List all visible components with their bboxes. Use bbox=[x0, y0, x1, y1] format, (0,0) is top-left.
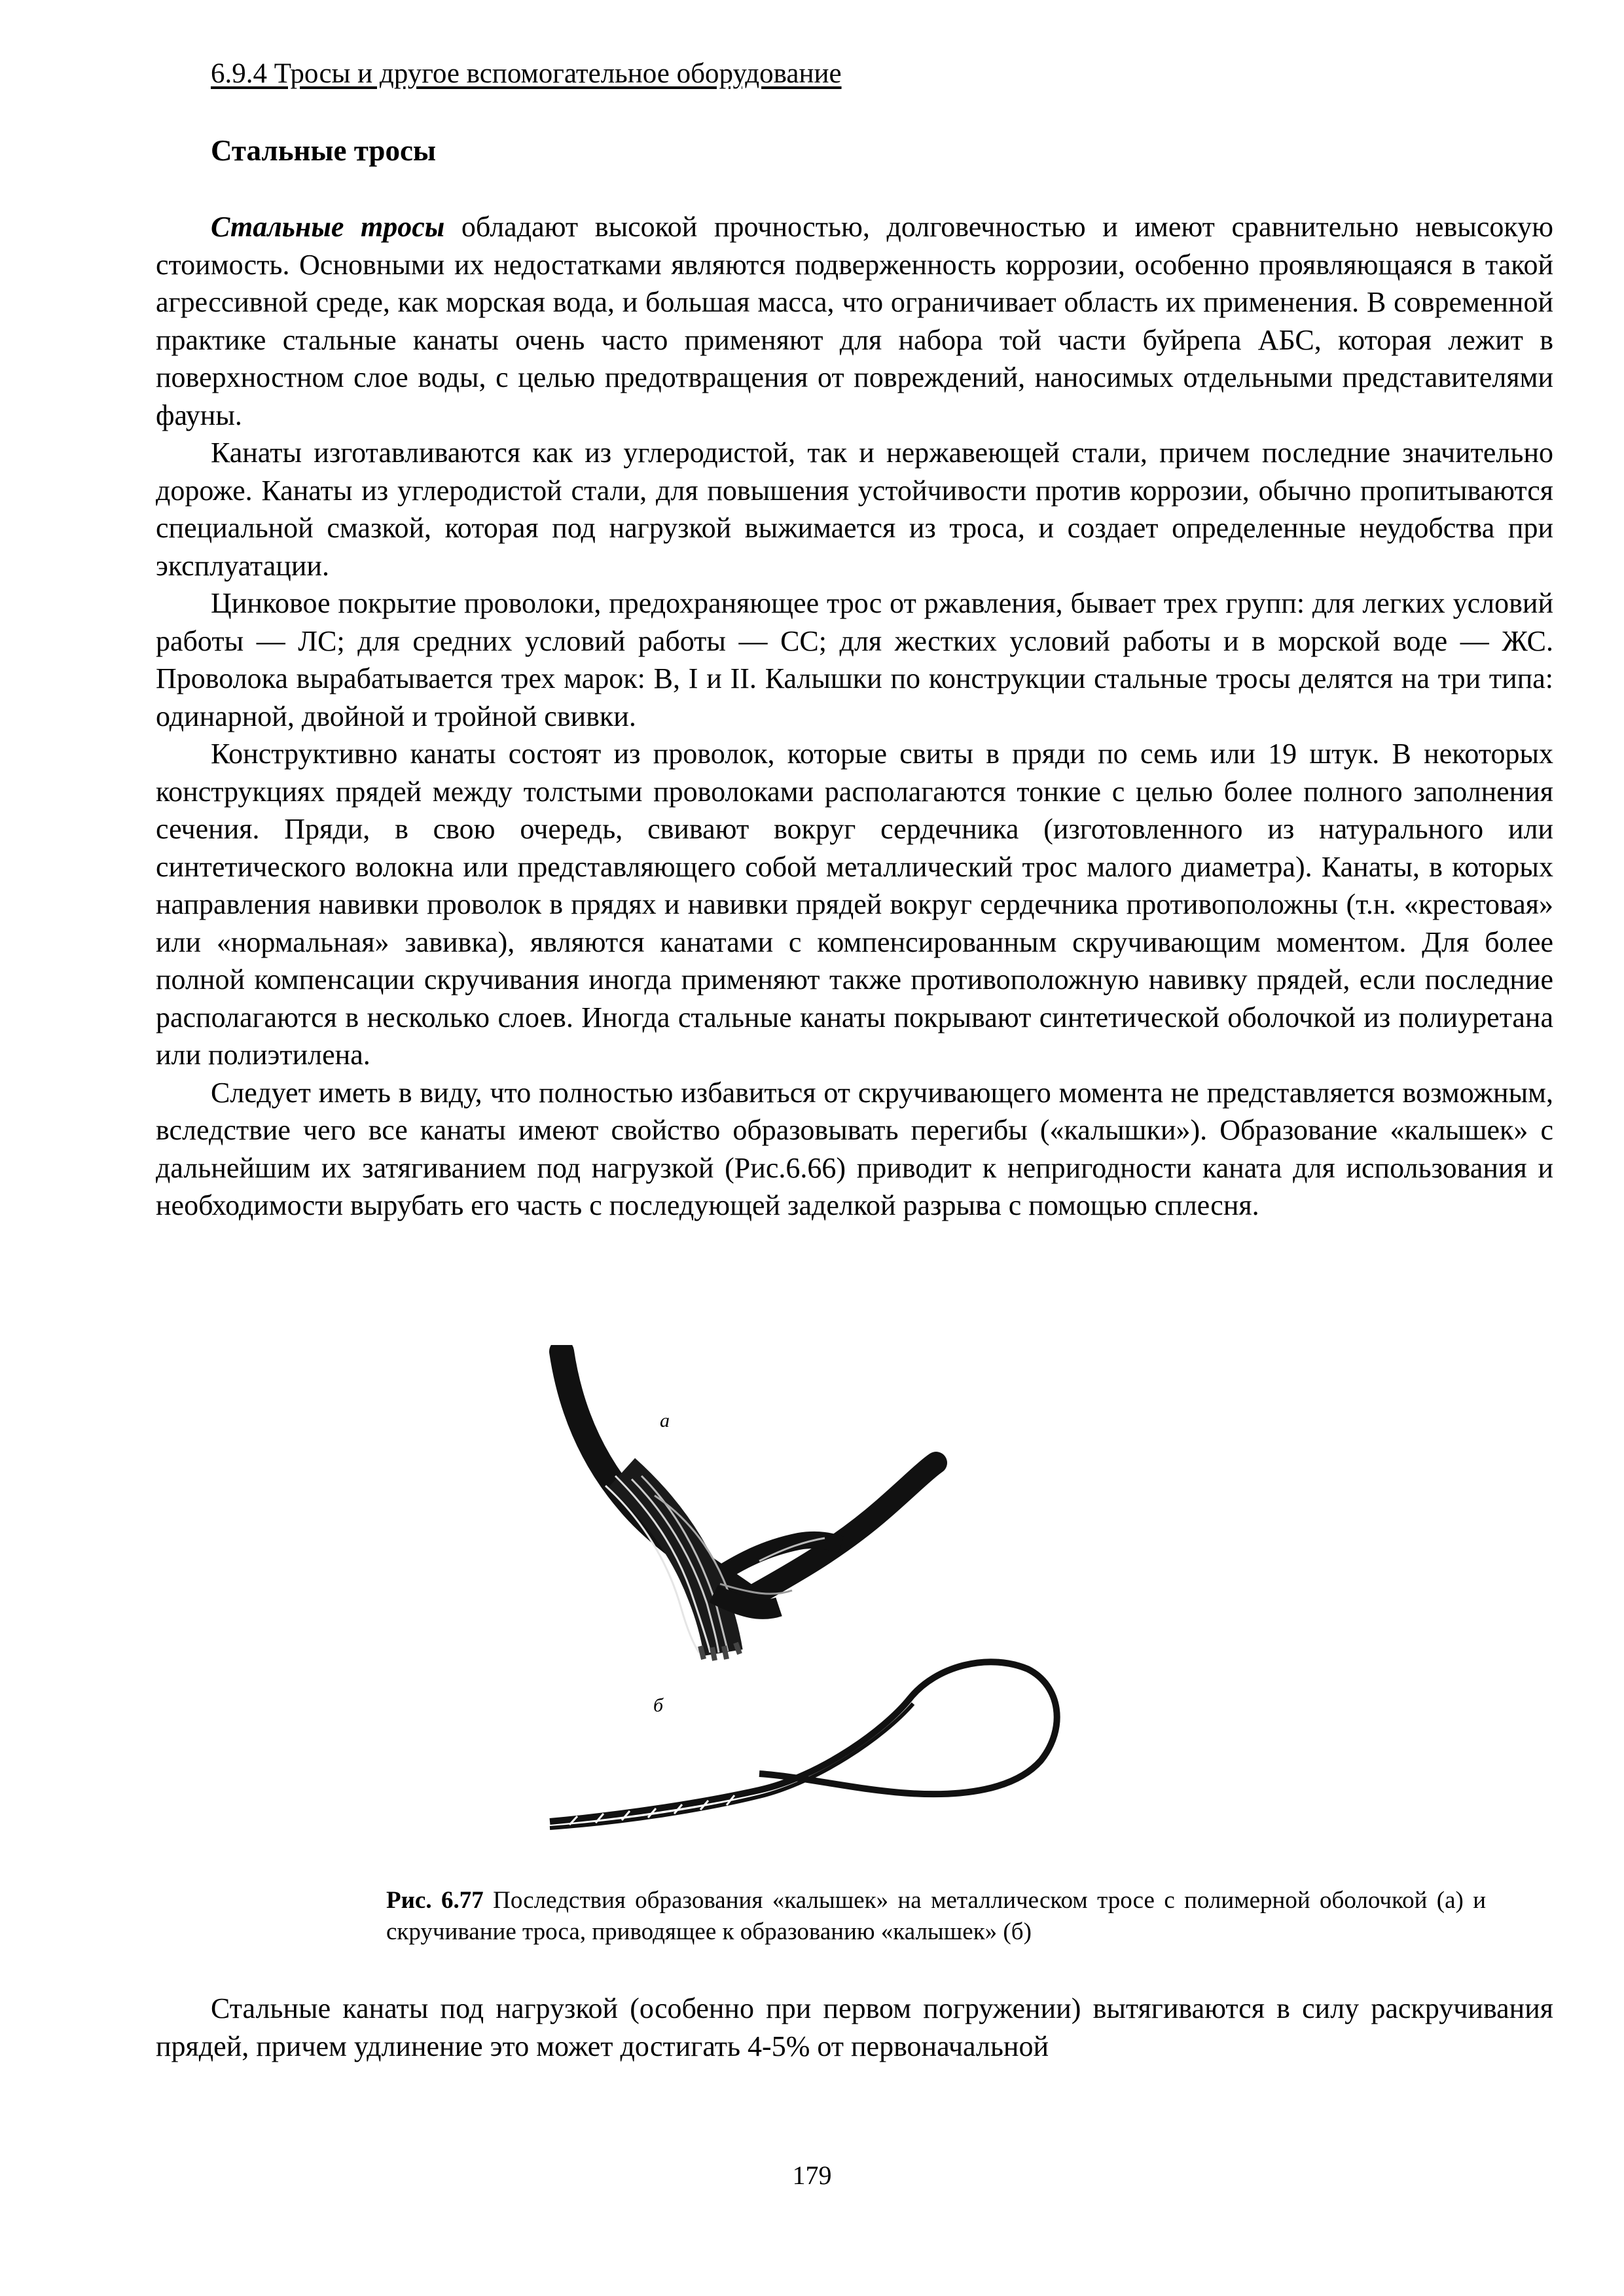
subheading: Стальные тросы bbox=[211, 134, 437, 167]
section-heading: 6.9.4 Тросы и другое вспомогательное оборудование bbox=[211, 58, 842, 89]
paragraph-4: Конструктивно канаты состоят из проволок, которые свиты в пряди по семь или 19 штук. В некоторых конструкциях прядей между толстыми проволоками располагаются тонкие с целью более полного заполнения сечения. Пряди, в свою очередь, свивают вокруг сердечника (изготовленного из натурального или синтетического волокна или представляющего собой металлический трос малого диаметра). Канаты, в которых направления навивки проволок в прядях и навивки прядей вокруг сердечника противоположны (т.н. «крестовая» или «нормальная» завивка), являются канатами с компенсированным скручивающим моментом. Для более полной компенсации скручивания иногда применяют также противоположную навивку прядей, если последние располагаются в несколько слоев. Иногда стальные канаты покрывают синтетической оболочкой из полиуретана или полиэтилена. bbox=[156, 738, 1553, 1071]
caption-text: Последствия образования «калышек» на металлическом тросе с полимерной оболочкой (а) и скручивание троса, приводящее к образованию «калышек» (б) bbox=[386, 1887, 1487, 1945]
paragraph-2: Канаты изготавливаются как из углеродистой, так и нержавеющей стали, причем последние значительно дороже. Канаты из углеродистой стали, для повышения устойчивости против коррозии, обычно пропитываются специальной смазкой, которая под нагрузкой выжимается из троса, и создает определенные неудобства при эксплуатации. bbox=[156, 437, 1553, 582]
figure-label-b: б bbox=[653, 1695, 664, 1716]
caption-label: Рис. 6.77 bbox=[386, 1887, 484, 1914]
kinked-cable-drawing bbox=[562, 1352, 936, 1660]
paragraph-5: Следует иметь в виду, что полностью избавиться от скручивающего момента не представляется возможным, вследствие чего все канаты имеют свойство образовывать перегибы («калышки»). Образование «калышек» с дальнейшим их затягиванием под нагрузкой (Рис.6.66) приводит к непригодности каната для использования и необходимости вырубать его часть с последующей заделкой разрыва с помощью сплесня. bbox=[156, 1076, 1553, 1221]
paragraph-1-text: обладают высокой прочностью, долговечностью и имеют сравнительно невысокую стоимость. Основными их недостатками являются подверженность коррозии, особенно проявляющаяся в такой агрессивной среде, как морская вода, и большая масса, что ограничивает область их применения. В современной практике стальные канаты очень часто применяют для набора той части буйрепа АБС, которая лежит в поверхностном слое воды, с целью предотвращения от повреждений, наносимых отдельными представителями фауны. bbox=[156, 211, 1553, 431]
lead-term: Стальные тросы bbox=[211, 211, 445, 243]
figure-caption bbox=[386, 1885, 1486, 1948]
paragraph-3: Цинковое покрытие проволоки, предохраняющее трос от ржавления, бывает трех групп: для легких условий работы — ЛС; для средних условий работы — СС; для жестких условий работы и в морской воде — ЖС. Проволока вырабатывается трех марок: В, I и II. Калышки по конструкции стальные тросы делятся на три типа: одинарной, двойной и тройной свивки. bbox=[156, 587, 1553, 732]
figure-cable-kinks bbox=[543, 1345, 1080, 1862]
cable-illustration bbox=[543, 1345, 1080, 1862]
body-text bbox=[156, 208, 1553, 1225]
twisted-loop-drawing bbox=[550, 1662, 1057, 1828]
page-number: 179 bbox=[792, 2161, 832, 2190]
tail-text bbox=[156, 1990, 1553, 2065]
figure-label-a: а bbox=[660, 1410, 670, 1431]
paragraph-6: Стальные канаты под нагрузкой (особенно при первом погружении) вытягиваются в силу раскручивания прядей, причем удлинение это может достигать 4-5% от первоначальной bbox=[156, 1992, 1553, 2062]
paragraph-1 bbox=[156, 208, 1553, 434]
